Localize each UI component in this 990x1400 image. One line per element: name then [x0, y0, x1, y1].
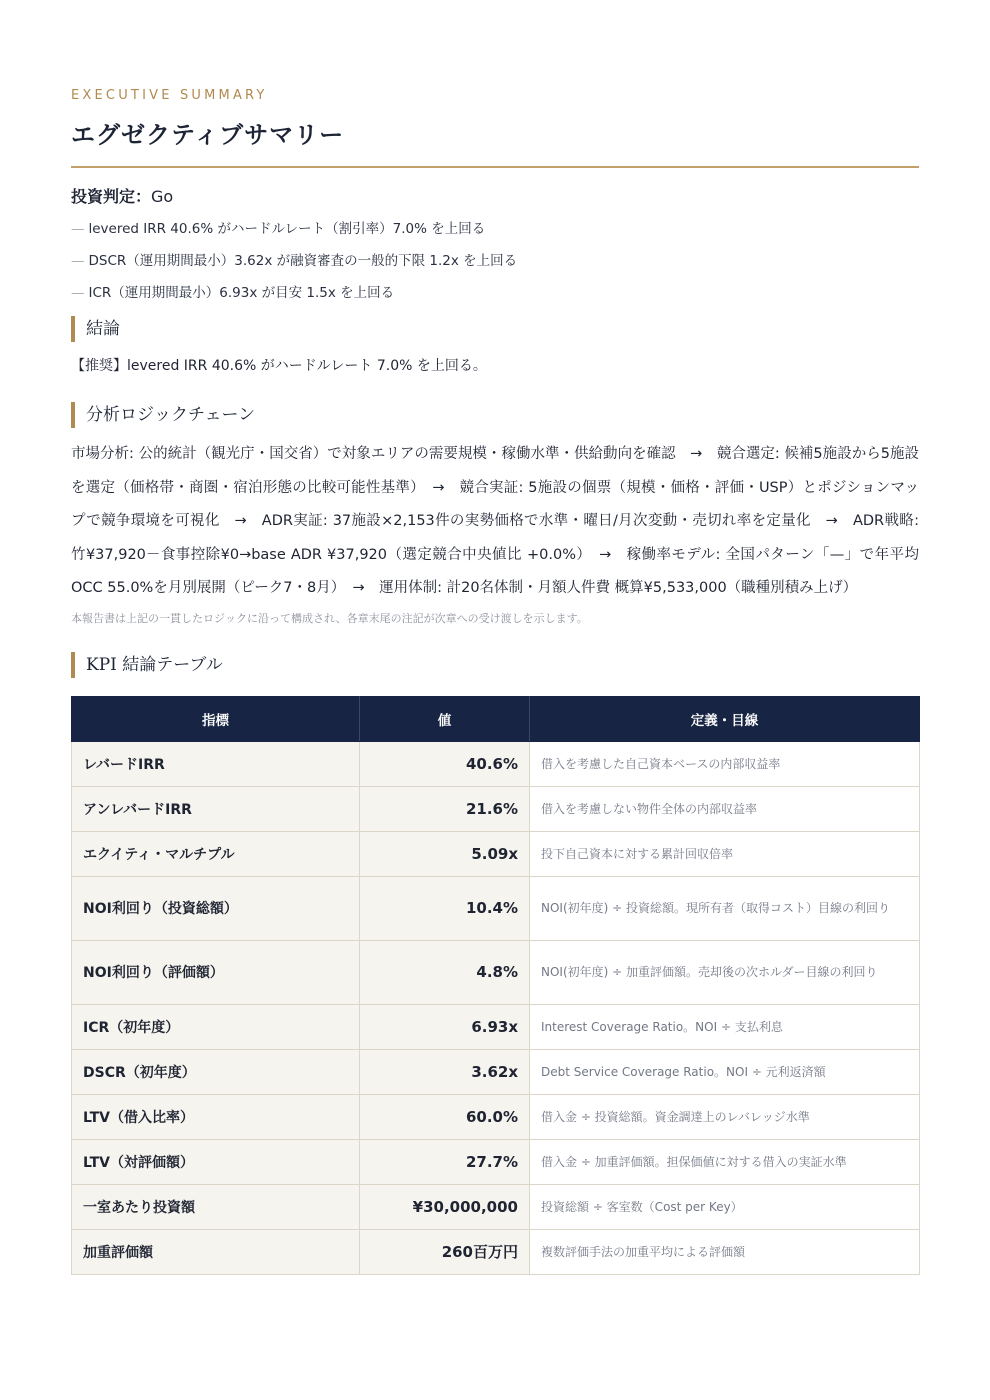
metric-value: 40.6% — [360, 741, 530, 786]
table-row — [72, 831, 920, 876]
conclusion-text: 【推奨】levered IRR 40.6% がハードルレート 7.0% を上回る。 — [71, 358, 487, 374]
table-row — [72, 1094, 920, 1139]
table-row — [72, 786, 920, 831]
table-row — [72, 1139, 920, 1184]
table-row — [72, 876, 920, 940]
kpi-header-row — [72, 696, 920, 741]
metric-name: レバードIRR — [72, 741, 360, 786]
metric-value: 10.4% — [360, 876, 530, 940]
metric-definition: 複数評価手法の加重平均による評価額 — [530, 1229, 920, 1274]
dash-marker: — — [71, 221, 85, 237]
metric-name: 加重評価額 — [72, 1229, 360, 1274]
dash-marker: — — [71, 253, 85, 269]
metric-name: ICR（初年度） — [72, 1004, 360, 1049]
column-header-definition: 定義・目線 — [530, 696, 920, 741]
metric-definition: NOI(初年度) ÷ 加重評価額。売却後の次ホルダー目線の利回り — [530, 940, 920, 1004]
verdict-bullet — [71, 220, 919, 238]
metric-value: 6.93x — [360, 1004, 530, 1049]
table-row — [72, 1049, 920, 1094]
metric-name: LTV（借入比率） — [72, 1094, 360, 1139]
metric-definition: 借入を考慮しない物件全体の内部収益率 — [530, 786, 920, 831]
metric-definition: Debt Service Coverage Ratio。NOI ÷ 元利返済額 — [530, 1049, 920, 1094]
investment-verdict — [71, 186, 919, 208]
table-row — [72, 1004, 920, 1049]
verdict-bullets — [71, 220, 919, 302]
page-title: エグゼクティブサマリー — [71, 120, 345, 149]
column-header-metric: 指標 — [72, 696, 360, 741]
conclusion-heading: 結論 — [71, 316, 919, 342]
table-row — [72, 940, 920, 1004]
bullet-text: ICR（運用期間最小）6.93x が目安 1.5x を上回る — [88, 285, 395, 301]
metric-definition: 借入を考慮した自己資本ベースの内部収益率 — [530, 741, 920, 786]
metric-name: 一室あたり投資額 — [72, 1184, 360, 1229]
metric-value: 5.09x — [360, 831, 530, 876]
metric-name: エクイティ・マルチプル — [72, 831, 360, 876]
column-header-value: 値 — [360, 696, 530, 741]
table-row — [72, 1184, 920, 1229]
metric-value: 4.8% — [360, 940, 530, 1004]
kpi-table-heading: KPI 結論テーブル — [71, 652, 919, 678]
metric-name: DSCR（初年度） — [72, 1049, 360, 1094]
metric-definition: 投資総額 ÷ 客室数（Cost per Key） — [530, 1184, 920, 1229]
metric-name: NOI利回り（評価額） — [72, 940, 360, 1004]
logic-chain-heading: 分析ロジックチェーン — [71, 402, 919, 428]
verdict-bullet — [71, 284, 919, 302]
metric-definition: 借入金 ÷ 投資総額。資金調達上のレバレッジ水準 — [530, 1094, 920, 1139]
section-eyebrow: EXECUTIVE SUMMARY — [71, 88, 268, 103]
verdict-label: 投資判定： — [71, 187, 152, 206]
verdict-value: Go — [151, 187, 174, 206]
table-row — [72, 741, 920, 786]
dash-marker: — — [71, 285, 85, 301]
bullet-text: DSCR（運用期間最小）3.62x が融資審査の一般的下限 1.2x を上回る — [88, 253, 518, 269]
metric-name: NOI利回り（投資総額） — [72, 876, 360, 940]
logic-chain-text: 市場分析: 公的統計（観光庁・国交省）で対象エリアの需要規模・稼働水準・供給動向を確認 → 競合選定: 候補5施設から5施設を選定（価格帯・商圏・宿泊形態の比較可能性基準） → 競合実証: 5施設の個票（規模・価格・評価・USP）とポジションマップで競争環境を可視化 → ADR実証: 37施設×2,153件の実勢価格で水準・曜日/月次変動・売切れ率を定量化 → ADR戦略: 竹¥37,920－食事控除¥0→base ADR ¥37,920（選定競合中央値比 +0.0%） → 稼働率モデル: 全国パターン「—」で年平均OCC 55.0%を月別展開（ピーク7・8月） → 運用体制: 計20名体制・月額人件費 概算¥5,533,000（職種別積み上げ） — [71, 446, 919, 596]
metric-definition: 投下自己資本に対する累計回収倍率 — [530, 831, 920, 876]
metric-value: 60.0% — [360, 1094, 530, 1139]
metric-definition: Interest Coverage Ratio。NOI ÷ 支払利息 — [530, 1004, 920, 1049]
metric-value: ¥30,000,000 — [360, 1184, 530, 1229]
metric-value: 260百万円 — [360, 1229, 530, 1274]
kpi-table — [71, 696, 920, 1275]
metric-value: 21.6% — [360, 786, 530, 831]
verdict-bullet — [71, 252, 919, 270]
metric-name: LTV（対評価額） — [72, 1139, 360, 1184]
bullet-text: levered IRR 40.6% がハードルレート（割引率）7.0% を上回る — [88, 221, 486, 237]
metric-value: 3.62x — [360, 1049, 530, 1094]
metric-value: 27.7% — [360, 1139, 530, 1184]
logic-note: 本報告書は上記の一貫したロジックに沿って構成され、各章末尾の注記が次章への受け渡しを示します。 — [71, 611, 588, 625]
metric-name: アンレバードIRR — [72, 786, 360, 831]
title-divider — [71, 166, 919, 168]
table-row — [72, 1229, 920, 1274]
metric-definition: 借入金 ÷ 加重評価額。担保価値に対する借入の実証水準 — [530, 1139, 920, 1184]
metric-definition: NOI(初年度) ÷ 投資総額。現所有者（取得コスト）目線の利回り — [530, 876, 920, 940]
